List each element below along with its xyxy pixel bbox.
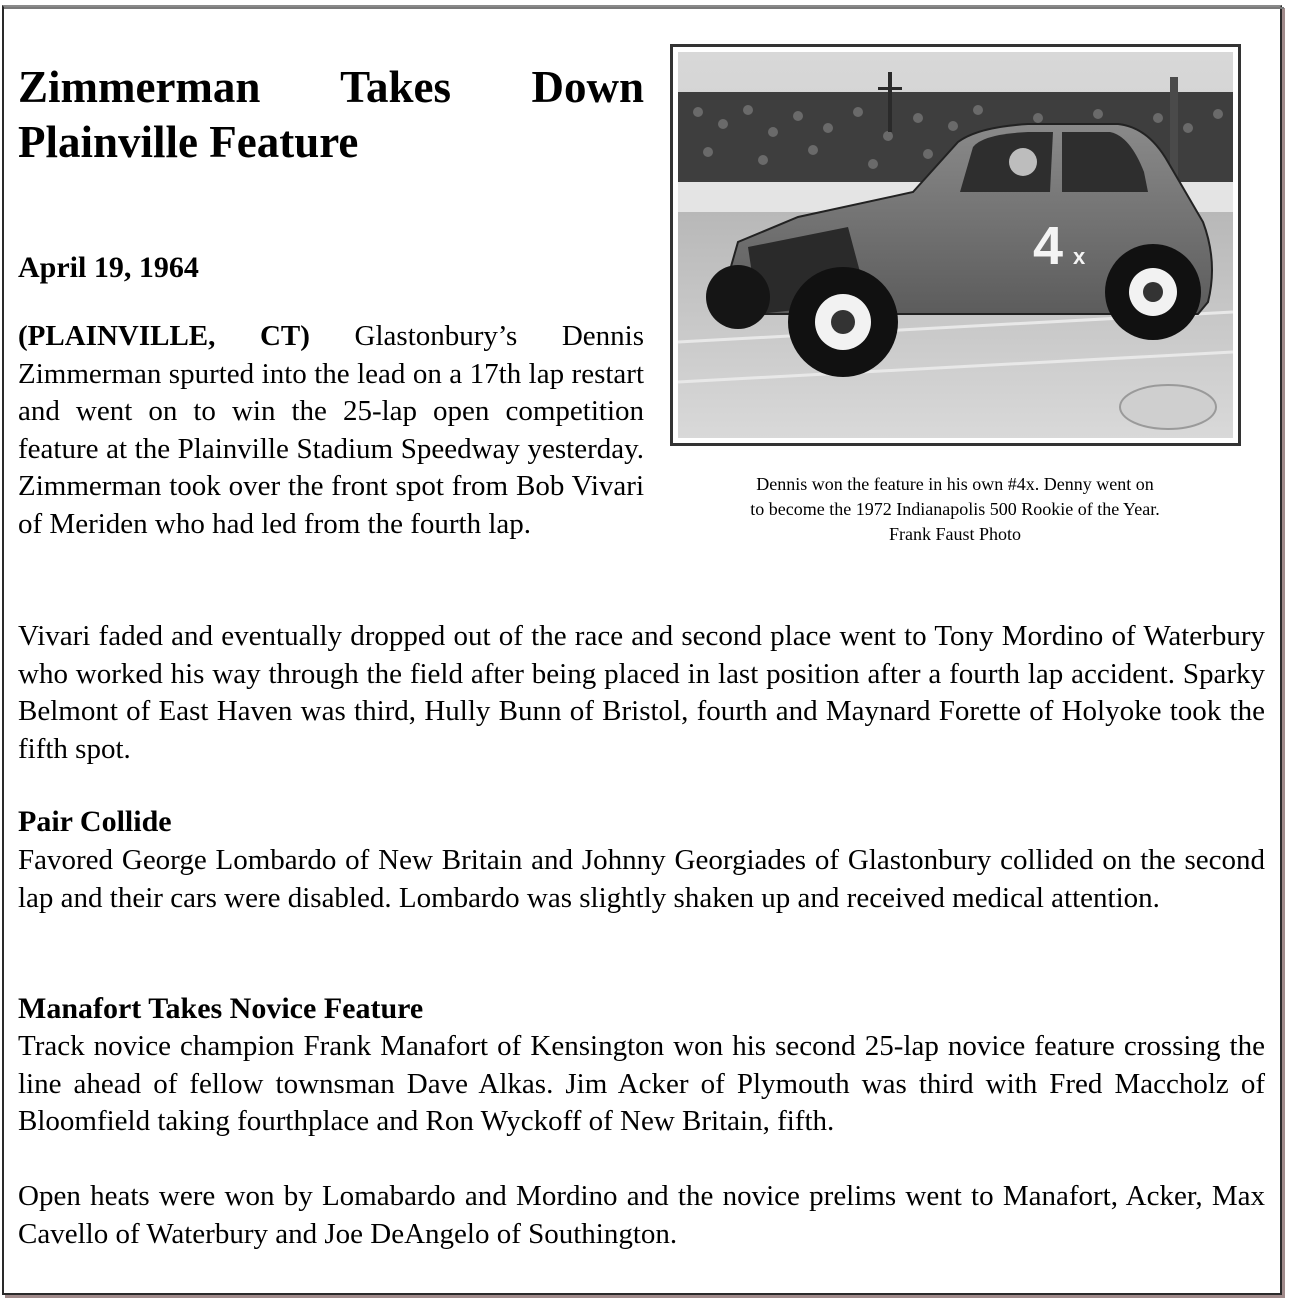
car-number-suffix: x [1073, 244, 1086, 269]
race-car-photo [670, 44, 1241, 446]
dateline: (PLAINVILLE, CT) [18, 320, 310, 352]
article-title: Zimmerman Takes Down Plainville Feature [18, 62, 644, 167]
section-heading-novice-feature: Manafort Takes Novice Feature [18, 992, 424, 1025]
lede-paragraph [18, 318, 644, 543]
section-heading-pair-collide: Pair Collide [18, 805, 172, 838]
lede-text: Glastonbury’s Dennis Zimmerman spurted into the lead on a 17th lap restart and went on to win the 25-lap open competition feature at the Plainville Stadium Speedway yesterday. Zimmerman took over the front spot from Bob Vivari of Meriden who had led from the fourth lap. [18, 320, 644, 540]
photo-credit: Frank Faust Photo [888, 524, 1021, 544]
car-number: 4 [1033, 216, 1064, 276]
caption-line-1: Dennis won the feature in his own #4x. Denny went on [756, 474, 1154, 494]
paragraph-results: Vivari faded and eventually dropped out of the race and second place went to Tony Mordino of Waterbury who worked his way through the field after being placed in last position after a fourth lap accident. Sparky Belmont of East Haven was third, Hully Bunn of Bristol, fourth and Maynard Forette of Holyoke took the fifth spot. [18, 620, 1265, 765]
top-rule [4, 7, 1284, 9]
article-date: April 19, 1964 [18, 251, 199, 284]
paragraph-heats: Open heats were won by Lomabardo and Mordino and the novice prelims went to Manafort, Acker, Max Cavello of Waterbury and Joe DeAngelo of Southington. [18, 1180, 1265, 1250]
photo-caption [680, 472, 1230, 547]
caption-line-2: to become the 1972 Indianapolis 500 Rookie of the Year. [750, 499, 1160, 519]
race-car-illustration [678, 52, 1233, 438]
paragraph-novice-feature: Track novice champion Frank Manafort of Kensington won his second 25-lap novice feature crossing the line ahead of fellow townsman Dave Alkas. Jim Acker of Plymouth was third with Fred Maccholz of Bloomfield taking fourthplace and Ron Wyckoff of New Britain, fifth. [18, 1030, 1265, 1137]
paragraph-pair-collide: Favored George Lombardo of New Britain and Johnny Georgiades of Glastonbury collided on the second lap and their cars were disabled. Lombardo was slightly shaken up and received medical attention. [18, 844, 1265, 914]
